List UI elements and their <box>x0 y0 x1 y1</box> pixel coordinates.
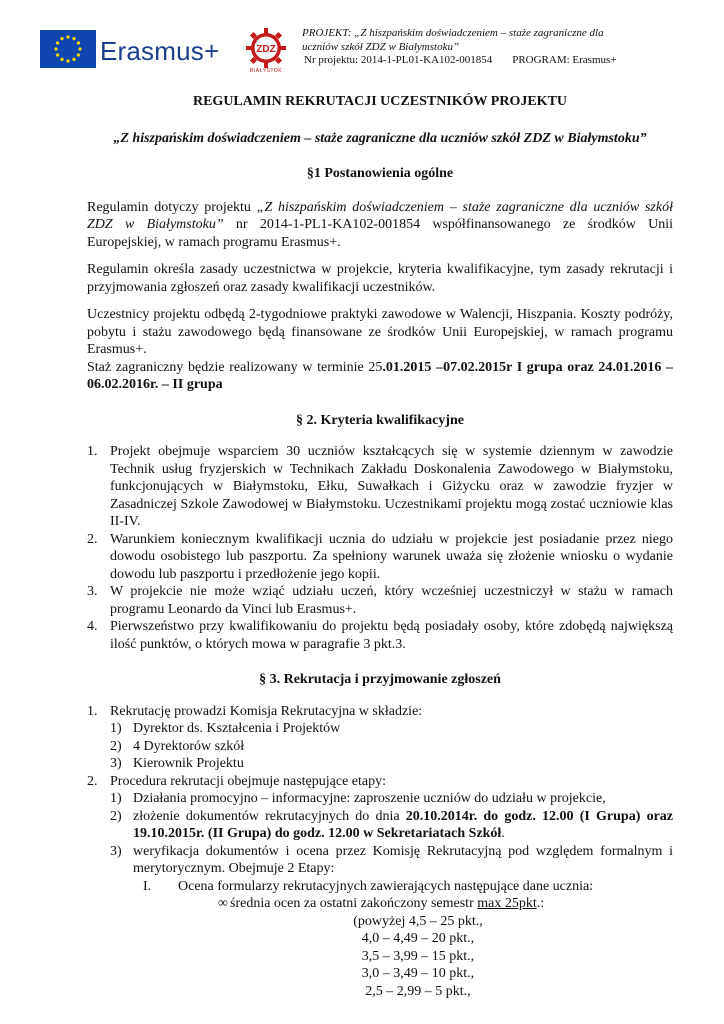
item-number: 3) <box>110 756 122 771</box>
page-header <box>0 0 724 80</box>
item-text: złożenie dokumentów rekrutacyjnych do dnia <box>133 808 406 824</box>
section-1-paragraph-4 <box>87 359 673 394</box>
stages-list <box>110 790 673 1000</box>
deadline-text: 20.10.2014r. do godz. 12.00 (I Grupa) oraz 19.10.2015r. (II Grupa) do godz. 12.00 w Sekretariatach Szkół <box>133 808 673 841</box>
project-info <box>302 27 702 68</box>
points-row: 2,5 – 2,99 – 5 pkt., <box>365 983 471 999</box>
points-row: 4,0 – 4,49 – 20 pkt., <box>361 931 475 946</box>
section-2-heading: § 2. Kryteria kwalifikacyjne <box>296 412 464 428</box>
item-text: Kierownik Projektu <box>133 756 244 771</box>
item-number: 2. <box>87 773 98 789</box>
list-item <box>87 703 673 773</box>
roman-text: Ocena formularzy rekrutacyjnych zawierających następujące dane ucznia: <box>178 878 594 894</box>
item-number: 2. <box>87 531 98 547</box>
p1-text-c: nr 2014-1-PL1-KA102-001854 współfinansowanego ze środków Unii Europejskiej, w ramach programu Erasmus+. <box>87 217 673 250</box>
item-text-end: . <box>501 826 505 841</box>
list-item <box>110 720 673 738</box>
erasmus-logo-text: Erasmus+ <box>100 36 220 66</box>
p4-dates: .01.2015 –07.02.2015r I grupa oraz 24.01.2016 – 06.02.2016r. – II grupa <box>87 359 674 392</box>
list-item <box>110 843 673 1001</box>
item-text: 4 Dyrektorów szkół <box>133 738 245 754</box>
zdz-logo <box>245 27 287 69</box>
stage-I <box>133 878 673 896</box>
document-subtitle: „Z hiszpańskim doświadczeniem – staże zagraniczne dla uczniów szkół ZDZ w Białymstoku” <box>113 130 647 146</box>
section-1-paragraph-1 <box>87 199 673 252</box>
item-number: 4. <box>87 619 98 634</box>
item-text: Pierwszeństwo przy kwalifikowaniu do projektu będą posiadały osoby, które zdobędą największą ilość punktów, o których mowa w paragrafie 3 pkt.3. <box>110 619 673 652</box>
list-item <box>87 618 673 653</box>
item-number: 1. <box>87 703 98 719</box>
item-number: 2) <box>110 808 122 824</box>
recruitment-list <box>87 703 673 1001</box>
project-number: Nr projektu: 2014-1-PL01-KA102-001854 <box>304 54 493 66</box>
points-row: 3,0 – 3,49 – 10 pkt., <box>361 966 475 981</box>
list-item <box>110 738 673 756</box>
committee-list <box>110 720 673 773</box>
eu-stars-icon <box>40 30 96 68</box>
item-number: 3) <box>110 843 122 859</box>
p1-project-name: „Z hiszpańskim doświadczeniem – staże zagraniczne dla uczniów szkół ZDZ w Białymstoku” <box>87 199 673 232</box>
section-1-paragraph-2: Regulamin określa zasady uczestnictwa w projekcie, kryteria kwalifikacyjne, tym zasady rekrutacji i przyjmowania zgłoszeń oraz zasady kwalifikacji uczestników. <box>87 262 673 295</box>
item-text: Projekt obejmuje wsparciem 30 uczniów kształcących się w systemie dziennym w zawodzie Technik usług fryzjerskich w Technikach Zakładu Doskonalenia Zawodowego w Białymstoku, funkcjonujących w Białymstoku, Ełku, Suwałkach i Giżycku oraz w zawodzie fryzjer w Zasadniczej Szkole Zawodowej w Białymstoku. Uczestnikami projektu mogą zostać uczniowie klas II-IV. <box>110 444 673 529</box>
item-number: 1) <box>110 791 122 806</box>
item-text: Procedura rekrutacji obejmuje następujące etapy: <box>110 773 386 789</box>
document-title: REGULAMIN REKRUTACJI UCZESTNIKÓW PROJEKTU <box>192 94 568 109</box>
item-text: Rekrutację prowadzi Komisja Rekrutacyjna w składzie: <box>110 703 423 719</box>
item-text: Warunkiem koniecznym kwalifikacji ucznia do udziału w projekcie jest posiadanie przez niego dowodu osobistego lub paszportu. Za spełniony warunek uważa się złożenie wniosku o wydanie dowodu lub paszportu i przedłożenie jego kopii. <box>110 531 673 582</box>
list-item <box>110 808 673 843</box>
criterion-max-points: max 25pkt <box>477 896 537 911</box>
list-item <box>110 755 673 773</box>
points-row: (powyżej 4,5 – 25 pkt., <box>353 913 483 929</box>
list-item <box>87 531 673 584</box>
criteria-list <box>87 443 673 653</box>
item-text: weryfikacja dokumentów i ocena przez Komisję Rekrutacyjną pod względem formalnym i merytorycznym. Obejmuje 2 Etapy: <box>133 843 673 876</box>
criterion-text-end: .: <box>536 896 545 911</box>
infinity-bullet-icon: ∞ <box>218 896 228 911</box>
project-line-2: uczniów szkół ZDZ w Białymstoku” <box>302 40 460 53</box>
zdz-logo-text: ZDZ <box>256 44 276 55</box>
section-1-paragraph-3: Uczestnicy projektu odbędą 2-tygodniowe praktyki zawodowe w Walencji, Hiszpania. Koszty podróży, pobytu i stażu zawodowego będą finansowane ze środków Unii Europejskiej, w ramach programu Erasmus+. <box>87 307 673 357</box>
eu-flag-logo <box>40 30 96 68</box>
item-text: W projekcie nie może wziąć udziału uczeń, który wcześniej uczestniczył w stażu w ramach programu Leonardo da Vinci lub Erasmus+. <box>110 584 673 617</box>
item-number: 1) <box>110 721 122 736</box>
item-number: 2) <box>110 738 122 754</box>
criterion-text: średnia ocen za ostatni zakończony semestr <box>230 896 478 911</box>
list-item <box>87 583 673 618</box>
zdz-gear-icon <box>245 27 287 69</box>
list-item <box>110 790 673 808</box>
program-name: PROGRAM: Erasmus+ <box>512 54 617 66</box>
list-item <box>87 443 673 531</box>
regulation-document <box>87 93 673 1000</box>
roman-number: I. <box>143 878 152 894</box>
item-number: 3. <box>87 584 98 599</box>
points-scale <box>133 913 673 1001</box>
list-item <box>87 773 673 1001</box>
zdz-caption: BIAŁYSTOK <box>249 68 283 74</box>
item-text: Dyrektor ds. Kształcenia i Projektów <box>133 721 341 736</box>
points-row: 3,5 – 3,99 – 15 pkt., <box>361 948 475 964</box>
item-text: Działania promocyjno – informacyjne: zaproszenie uczniów do udziału w projekcie, <box>133 791 606 806</box>
section-3-heading: § 3. Rekrutacja i przyjmowanie zgłoszeń <box>259 672 501 687</box>
section-1-heading: §1 Postanowienia ogólne <box>306 166 454 181</box>
p1-text-a: Regulamin dotyczy projektu <box>87 199 257 215</box>
p4-text-a: Staż zagraniczny będzie realizowany w terminie 25 <box>87 359 383 375</box>
grade-average-criterion <box>133 895 673 913</box>
project-line-1: PROJEKT: „Z hiszpańskim doświadczeniem – staże zagraniczne dla <box>302 27 604 39</box>
item-number: 1. <box>87 444 98 459</box>
